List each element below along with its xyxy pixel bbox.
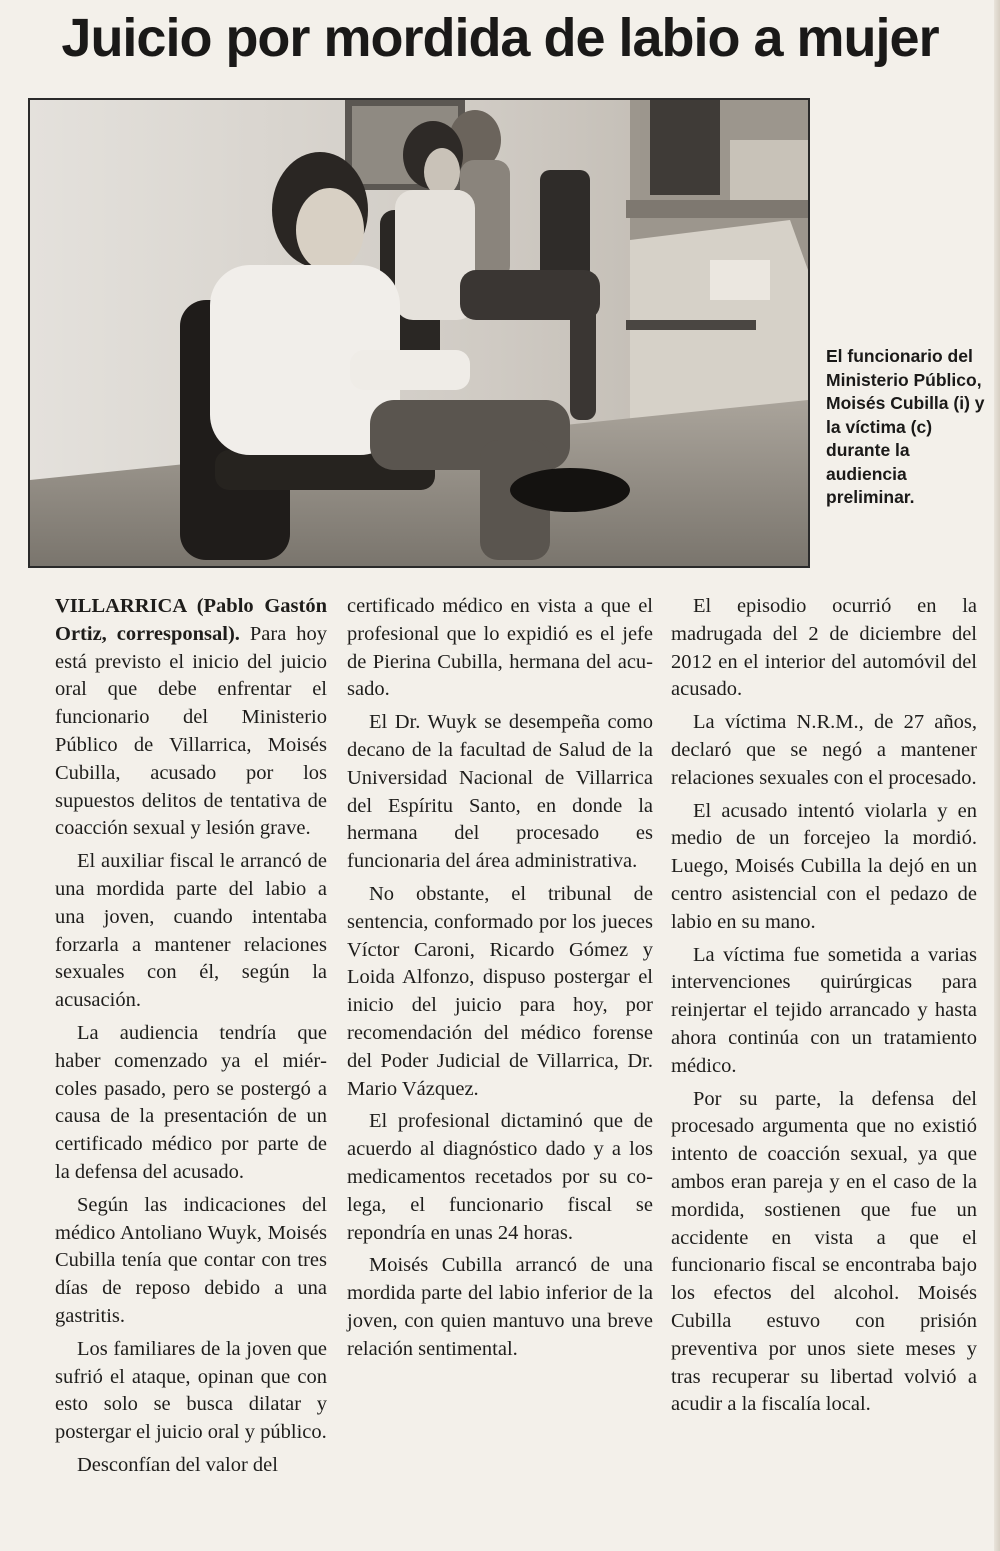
- paragraph: El acusado intentó violarla y en medio de un forcejeo la mordió. Luego, Moisés Cubilla la dejó en un centro asistencial con el pedazo de labio en su mano.: [671, 799, 977, 933]
- paragraph: La víctima fue sometida a varias intervenciones quirúrgicas para reinjertar el tejido arrancado y hasta ahora continúa con un tratamiento médico.: [671, 943, 977, 1077]
- photo-caption: El funcionario del Ministerio Público, Moisés Cubilla (i) y la víctima (c) durante la audiencia preliminar.: [826, 346, 985, 507]
- paragraph: El profesional dictaminó que de acuerdo al diagnóstico dado y a los medicamentos recetados por su colega, el funcionario fiscal se repondría en unas 24 horas.: [347, 1110, 653, 1244]
- paragraph-text: Para hoy está previsto el inicio del juicio oral que debe enfrentar el funcionario del Ministerio Público de Villarrica, Moisés Cubilla, acusado por los supuestos delitos de tentativa de coacción sexual y lesión grave.: [55, 622, 327, 840]
- dateline: VILLARRICA (Pablo Gastón Ortiz, corresponsal).: [55, 595, 327, 645]
- page-edge: [994, 0, 1000, 1551]
- article-column-2: [347, 593, 653, 1369]
- paragraph: El auxiliar fiscal le arrancó de una mordida parte del labio a una joven, cuando intentaba forzarla a mantener relaciones sexuales con él, según la acusación.: [55, 850, 327, 1012]
- article-column-3: [671, 593, 977, 1424]
- article-headline: Juicio por mordida de labio a mujer: [61, 8, 939, 68]
- paragraph: La audiencia tendría que haber comenzado ya el miércoles pasado, pero se postergó a causa de la presentación de un certificado médico por parte de la defensa del acusado.: [55, 1021, 327, 1183]
- paragraph: Según las indicaciones del médico Antoliano Wuyk, Moisés Cubilla tenía que contar con tres días de reposo debido a una gastritis.: [55, 1193, 327, 1327]
- paragraph: El Dr. Wuyk se desempeña como decano de la facultad de Salud de la Universidad Nacional de Villarrica del Espíritu Santo, en donde la hermana del procesado es funcionaria del área administrativa.: [347, 711, 653, 873]
- hearing-room-photo: [28, 98, 810, 568]
- paragraph: Por su parte, la defensa del procesado argumenta que no existió intento de coacción sexual, ya que ambos eran pareja y en el caso de la mordida, sostienen que fue un accidente en vista a que el funcionario fiscal se encontraba bajo los efectos del alcohol. Moisés Cubilla estuvo con prisión preventiva por unos siete meses y tras recuperar su libertad volvió a acudir a la fiscalía local.: [671, 1087, 977, 1416]
- lead-paragraph: [55, 593, 327, 843]
- paragraph: certificado médico en vista a que el profesional que lo expidió es el jefe de Pierina Cubilla, hermana del acusado.: [347, 595, 653, 701]
- paragraph: La víctima N.R.M., de 27 años, declaró que se negó a mantener relaciones sexuales con el procesado.: [671, 711, 977, 789]
- paragraph: Desconfían del valor del: [77, 1453, 278, 1476]
- article-column-1: [55, 593, 327, 1485]
- paragraph: Moisés Cubilla arrancó de una mordida parte del labio inferior de la joven, con quien mantuvo una breve relación sentimental.: [347, 1254, 653, 1360]
- paragraph: Los familiares de la joven que sufrió el ataque, opinan que con esto solo se busca dilatar y postergar el juicio oral y público.: [55, 1337, 327, 1444]
- paragraph: El episodio ocurrió en la madrugada del 2 de diciembre del 2012 en el interior del automóvil del acusado.: [671, 595, 977, 701]
- paragraph: No obstante, el tribunal de sentencia, conformado por los jueces Víctor Caroni, Ricardo Gómez y Loida Alfonzo, dispuso postergar el inicio del juicio para hoy, por recomendación del médico forense del Poder Judicial de Villarrica, Dr. Mario Vázquez.: [347, 882, 653, 1100]
